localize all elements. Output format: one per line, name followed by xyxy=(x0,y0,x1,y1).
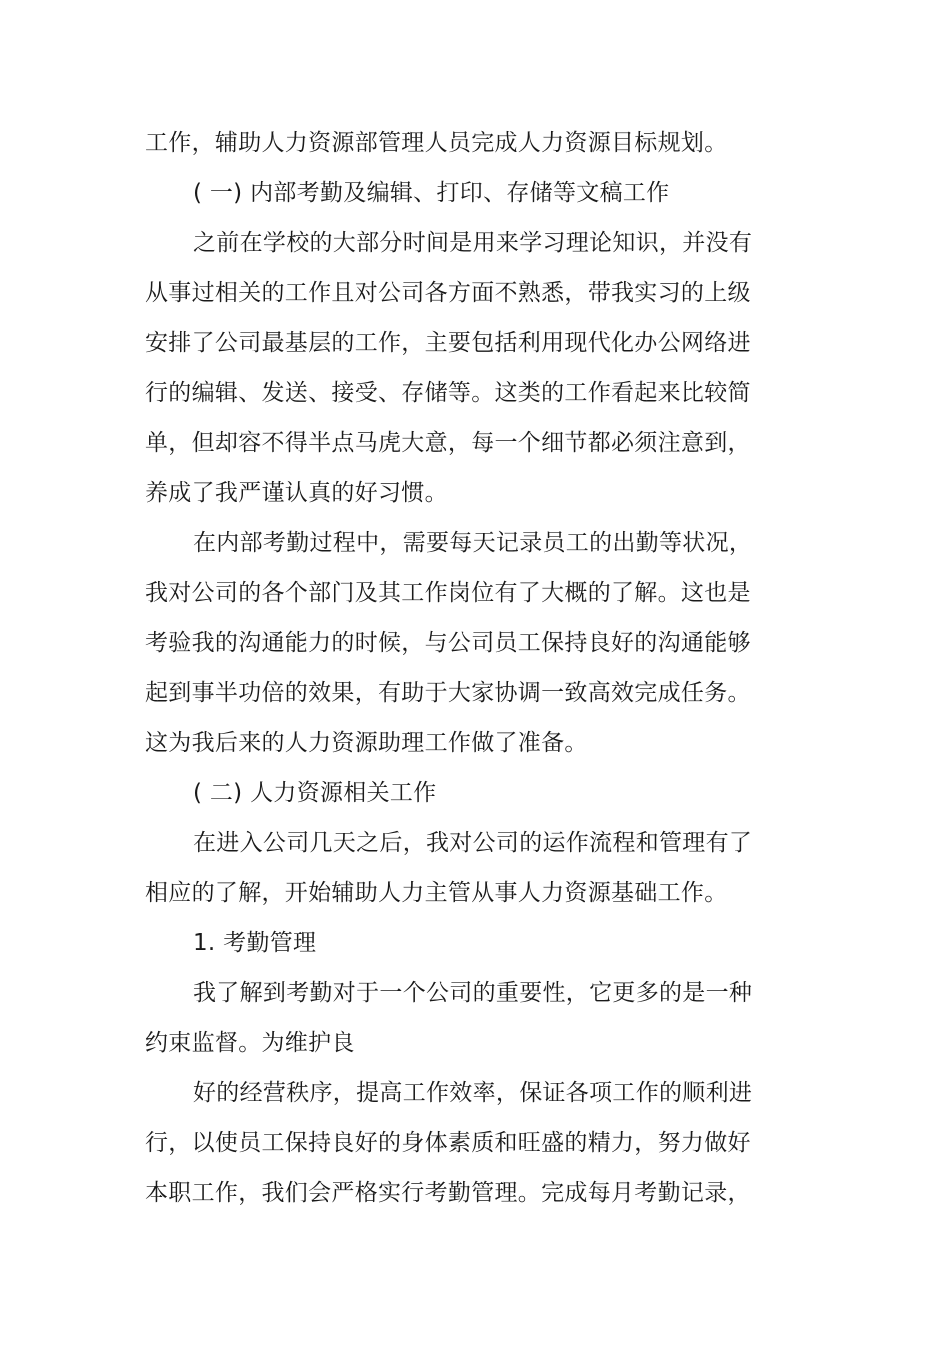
text-line: 考验我的沟通能力的时候，与公司员工保持良好的沟通能够 xyxy=(145,630,751,656)
text-line: 相应的了解，开始辅助人力主管从事人力资源基础工作。 xyxy=(145,880,728,906)
section-heading: ( 一) 内部考勤及编辑、打印、存储等文稿工作 xyxy=(193,180,670,206)
text-line: 之前在学校的大部分时间是用来学习理论知识，并没有 xyxy=(193,230,753,256)
text-line: 好的经营秩序，提高工作效率，保证各项工作的顺利进 xyxy=(193,1080,753,1106)
text-line: 我对公司的各个部门及其工作岗位有了大概的了解。这也是 xyxy=(145,580,751,606)
text-line: 单，但却容不得半点马虎大意，每一个细节都必须注意到， xyxy=(145,430,751,456)
text-line: 本职工作，我们会严格实行考勤管理。完成每月考勤记录， xyxy=(145,1180,751,1206)
text-line: 从事过相关的工作且对公司各方面不熟悉，带我实习的上级 xyxy=(145,280,751,306)
text-line: 在内部考勤过程中，需要每天记录员工的出勤等状况， xyxy=(193,530,753,556)
text-line: 我了解到考勤对于一个公司的重要性，它更多的是一种 xyxy=(193,980,753,1006)
text-line: 这为我后来的人力资源助理工作做了准备。 xyxy=(145,730,588,756)
text-line: 在进入公司几天之后，我对公司的运作流程和管理有了 xyxy=(193,830,753,856)
section-heading: ( 二) 人力资源相关工作 xyxy=(193,780,437,806)
text-line: 养成了我严谨认真的好习惯。 xyxy=(145,480,448,506)
text-line: 行，以使员工保持良好的身体素质和旺盛的精力，努力做好 xyxy=(145,1130,751,1156)
subsection-heading: 1. 考勤管理 xyxy=(193,930,317,956)
text-line: 安排了公司最基层的工作，主要包括利用现代化办公网络进 xyxy=(145,330,751,356)
body-text xyxy=(145,118,765,1218)
text-line: 行的编辑、发送、接受、存储等。这类的工作看起来比较简 xyxy=(145,380,751,406)
text-line: 起到事半功倍的效果，有助于大家协调一致高效完成任务。 xyxy=(145,680,751,706)
text-line: 工作，辅助人力资源部管理人员完成人力资源目标规划。 xyxy=(145,130,728,156)
text-line: 约束监督。为维护良 xyxy=(145,1030,355,1056)
